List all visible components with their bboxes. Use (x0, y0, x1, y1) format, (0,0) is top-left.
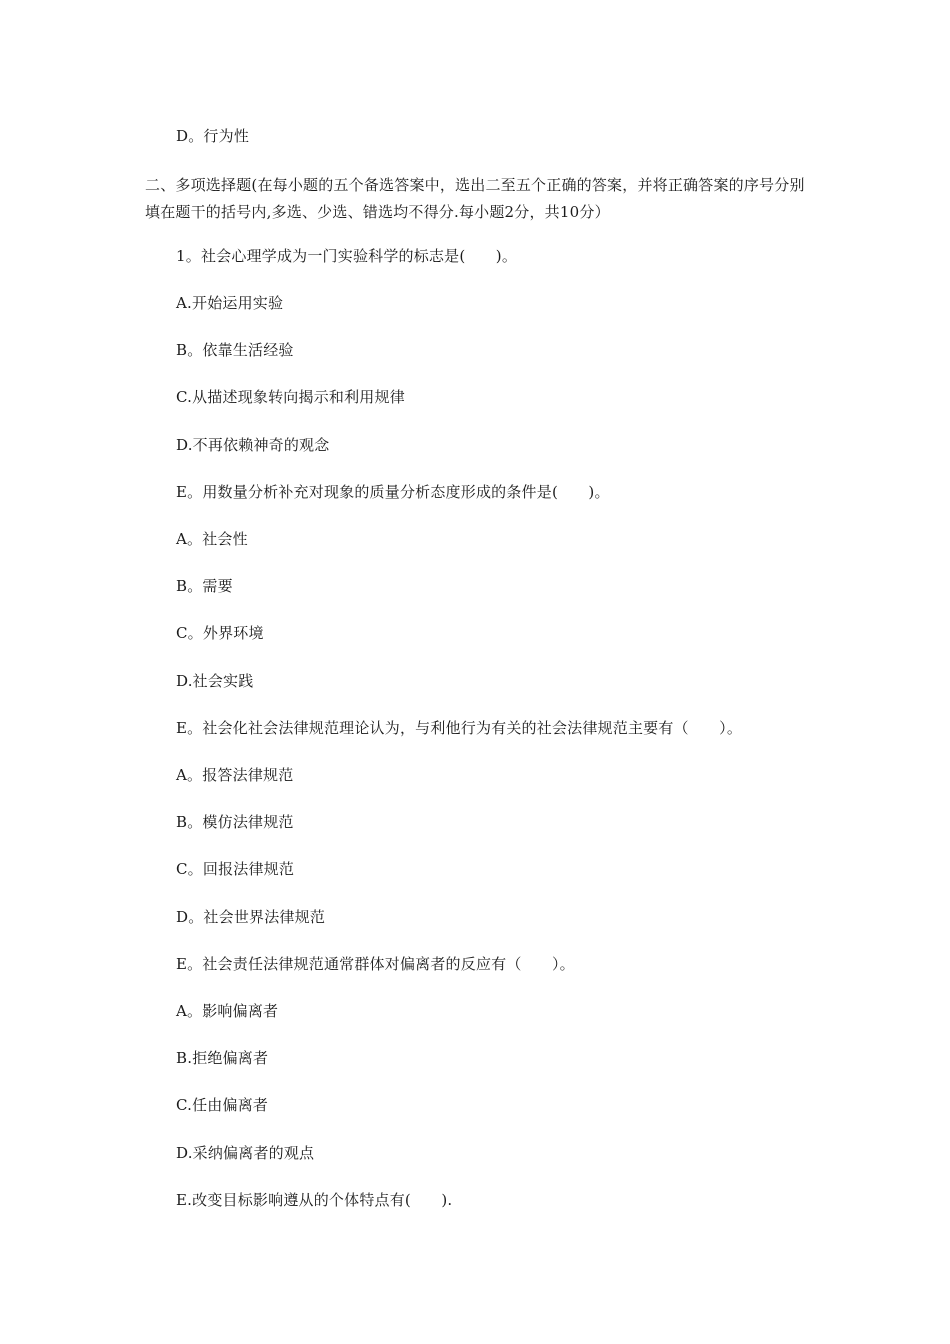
option-d-previous: D。行为性 (176, 127, 250, 145)
q1-option-a: A.开始运用实验 (176, 294, 284, 312)
q2-option-e-q3: E。社会化社会法律规范理论认为，与利他行为有关的社会法律规范主要有（ ）。 (176, 719, 743, 737)
q2-option-b: B。需要 (176, 577, 233, 595)
q1-option-b: B。依靠生活经验 (176, 341, 294, 359)
q3-option-b: B。模仿法律规范 (176, 813, 294, 831)
q3-option-a: A。报答法律规范 (176, 766, 294, 784)
q3-option-d: D。社会世界法律规范 (176, 908, 326, 926)
q1-option-c: C.从描述现象转向揭示和利用规律 (176, 388, 405, 406)
q4-option-c: C.任由偏离者 (176, 1096, 269, 1114)
q1-option-d: D.不再依赖神奇的观念 (176, 436, 330, 454)
q2-option-c: C。外界环境 (176, 624, 264, 642)
q4-option-e-q5: E.改变目标影响遵从的个体特点有( ). (176, 1191, 453, 1209)
q4-option-d: D.采纳偏离者的观点 (176, 1144, 315, 1162)
q3-option-c: C。回报法律规范 (176, 860, 295, 878)
q4-option-a: A。影响偏离者 (176, 1002, 279, 1020)
q3-option-e-q4: E。社会责任法律规范通常群体对偏离者的反应有（ ）。 (176, 955, 575, 973)
q4-option-b: B.拒绝偏离者 (176, 1049, 269, 1067)
section-heading: 二、多项选择题(在每小题的五个备选答案中，选出二至五个正确的答案，并将正确答案的序号分别填在题干的括号内,多选、少选、错选均不得分.每小题2分，共10分） (145, 176, 805, 221)
question-1: 1。社会心理学成为一门实验科学的标志是( )。 (176, 247, 518, 265)
q1-option-e-q2: E。用数量分析补充对现象的质量分析态度形成的条件是( )。 (176, 483, 610, 501)
q2-option-a: A。社会性 (176, 530, 248, 548)
q2-option-d: D.社会实践 (176, 672, 254, 690)
